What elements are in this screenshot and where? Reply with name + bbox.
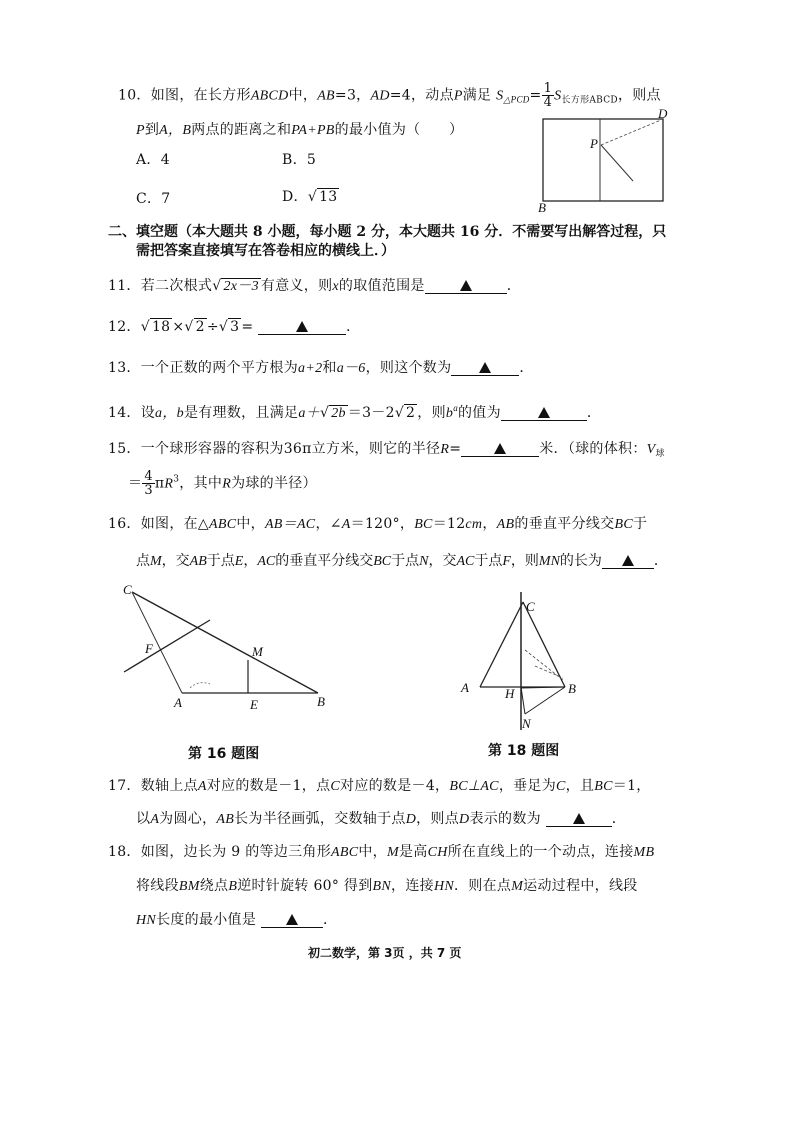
- label-a: A: [174, 695, 182, 710]
- triangle-icon: [479, 362, 491, 373]
- label-h: H: [505, 686, 515, 701]
- q15-line1: 15．一个球形容器的容积为36π立方米，则它的半径R= 米．（球的体积：$V_球$: [108, 441, 665, 459]
- rectangle-abcd: [543, 119, 663, 201]
- fraction-1-4: $\frac{1}{4}$: [543, 81, 553, 110]
- label-d: D: [658, 108, 668, 121]
- triangle-icon: [296, 321, 308, 332]
- segment-c-a: [480, 602, 523, 687]
- q10-line2: P到A，B两点的距离之和PA+PB的最小值为（ ）: [136, 122, 464, 138]
- q13: 13．一个正数的两个平方根为a+2和a－6，则这个数为 ．: [108, 360, 534, 376]
- line-p-d: [601, 120, 661, 145]
- angle-a-arc: [190, 683, 210, 688]
- segment-b-n: [525, 687, 565, 714]
- section-2-header-line2: 需把答案直接填写在答卷相应的横线上．）: [136, 243, 395, 259]
- triangle-icon: [460, 280, 472, 291]
- segment-c-b: [132, 592, 318, 693]
- q16-triangle-figure: [118, 580, 338, 720]
- q18-answer-blank[interactable]: [261, 911, 323, 928]
- segment-c-b: [523, 602, 565, 687]
- segment-c-a: [132, 592, 182, 693]
- q14: 14．设a，b是有理数，且满足a＋√ 2b ＝3－2√ 2 ，则$b^a$的值为 ．: [108, 403, 602, 421]
- triangle-icon: [286, 914, 298, 925]
- q18-line1: 18．如图，边长为 9 的等边三角形ABC中，M是高CH所在直线上的一个动点，连接MB: [108, 844, 655, 860]
- q18-figure-caption: 第 18 题图: [488, 743, 560, 759]
- q16-line1: 16．如图，在△ABC中，AB＝AC，∠A＝120°，BC＝12cm，AB的垂直平分线交BC于: [108, 516, 648, 532]
- q15-line2: ＝ $\frac{4}{3}$ $\pi R^3$，其中R为球的半径）: [128, 469, 317, 498]
- q10-line1: 10．如图，在长方形ABCD中，AB=3，AD=4，动点P满足 $S_{\triangle PCD}=$ $\frac{1}{4}$ $S_{长方形ABCD}$，则点: [118, 81, 661, 110]
- q13-answer-blank[interactable]: [451, 359, 519, 376]
- label-b: B: [317, 694, 325, 709]
- q11-answer-blank[interactable]: [425, 277, 507, 294]
- label-e: E: [250, 697, 258, 712]
- q17-line1: 17．数轴上点A对应的数是－1，点C对应的数是－4，BC⊥AC，垂足为C，且BC＝1，: [108, 778, 651, 794]
- q15-answer-blank[interactable]: [461, 440, 539, 457]
- q11: 11．若二次根式√ 2x－3 有意义，则x的取值范围是 ．: [108, 278, 522, 294]
- q10-rectangle-figure: [536, 108, 676, 212]
- q18-line3: HN长度的最小值是 ．: [136, 912, 338, 928]
- q12: 12．√ 18 ×√ 2 ÷√ 3 = ．: [108, 319, 361, 335]
- q18-triangle-figure: [455, 590, 605, 740]
- label-m: M: [252, 644, 263, 659]
- triangle-icon: [538, 407, 550, 418]
- q16-figure-caption: 第 16 题图: [188, 746, 260, 762]
- q18-line2: 将线段BM绕点B逆时针旋转 60° 得到BN，连接HN．则在点M运动过程中，线段: [136, 878, 638, 894]
- label-p: P: [590, 136, 598, 151]
- q10-option-a: A．4: [136, 152, 170, 168]
- triangle-icon: [494, 443, 506, 454]
- label-b: B: [568, 681, 576, 696]
- q16-answer-blank[interactable]: [602, 552, 654, 569]
- q10-option-b: B．5: [282, 152, 317, 168]
- perpendicular-bisector-ac: [124, 620, 210, 672]
- dashed-line-1: [525, 650, 563, 680]
- label-f: F: [145, 641, 153, 656]
- q17-answer-blank[interactable]: [546, 810, 612, 827]
- label-b: B: [538, 200, 546, 212]
- label-c: C: [526, 599, 535, 614]
- q10-option-c: C．7: [136, 191, 171, 207]
- label-c: C: [123, 582, 132, 597]
- triangle-icon: [622, 555, 634, 566]
- triangle-icon: [573, 813, 585, 824]
- label-a: A: [461, 680, 469, 695]
- section-2-header-line1: 二、填空题（本大题共 8 小题，每小题 2 分，本大题共 16 分．不需要写出解答过程，只: [108, 224, 667, 240]
- page-footer: 初二数学，第 3页 ，共 7 页: [308, 946, 462, 960]
- q12-answer-blank[interactable]: [258, 318, 346, 335]
- fraction-4-3: $\frac{4}{3}$: [144, 469, 153, 498]
- q17-line2: 以A为圆心，AB长为半径画弧，交数轴于点D，则点D表示的数为 ．: [136, 811, 627, 827]
- line-p-b: [601, 145, 633, 181]
- q16-line2: 点M，交AB于点E，AC的垂直平分线交BC于点N，交AC于点F，则MN的长为 ．: [136, 553, 668, 569]
- label-n: N: [522, 716, 531, 731]
- q10-option-d: D．√ 13: [282, 189, 338, 205]
- dashed-line-2: [535, 666, 563, 678]
- q14-answer-blank[interactable]: [501, 404, 587, 421]
